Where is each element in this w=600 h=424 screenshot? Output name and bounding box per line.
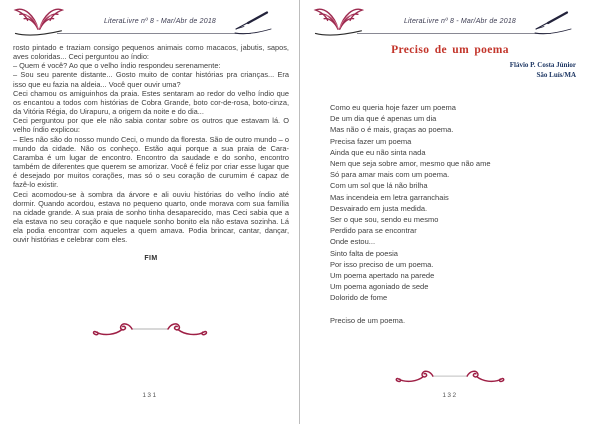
poem-line: Ser o que sou, sendo eu mesmo <box>330 215 439 225</box>
story-paragraph: Ceci acomodou-se à sombra da árvore e ali ouviu histórias do velho índio até dormir. Quando acordou, estava no pequeno quarto, onde morava com sua família na cidade grande. A sua praia de sonho tinha desaparecido, mas Ceci sabia que a ela estava no seu coração e que naquele sonho bonito ela não estava sozinha. Lá ela podia encontrar com aqueles a quem amava. Podia brincar, cantar, dançar, ouvir histórias e celebrar com eles. <box>13 189 289 245</box>
story-paragraph: – Sou seu parente distante... Gosto muito de contar histórias pra crianças... Era isso que eu fazia na aldeia... Você quer ouvir uma? <box>13 70 289 89</box>
flourish-ornament <box>88 320 212 342</box>
poem-line: Desvairado em justa medida. <box>330 203 428 213</box>
poem-body <box>330 102 590 326</box>
poem-line: Sinto falta de poesia <box>330 248 398 258</box>
poem-line: Por isso preciso de um poema. <box>330 259 434 269</box>
poem-closing-line: Preciso de um poema. <box>330 315 406 325</box>
wings-logo-icon <box>12 4 64 42</box>
story-paragraph: Ceci perguntou por que ele não sabia contar sobre os outros que estavam lá. O velho índio explicou: <box>13 116 289 135</box>
poem-author-name: Flávio P. Costa Júnior <box>509 61 576 69</box>
story-paragraph: – Quem é você? Ao que o velho índio respondeu serenamente: <box>13 61 221 71</box>
story-paragraph: rosto pintado e traziam consigo pequenos animais como macacos, jabutis, sapos, aves coloridas... Ceci perguntou ao índio: <box>13 43 289 62</box>
poem-line: Só para amar mais com um poema. <box>330 170 450 180</box>
poem-line: Como eu queria hoje fazer um poema <box>330 103 456 112</box>
poem-line: De um dia que é apenas um dia <box>330 114 437 124</box>
story-paragraph: Ceci chamou os amiguinhos da praia. Estes sentaram ao redor do velho índio que os encantou a todos com histórias de Cobra Grande, boto cor-de-rosa, boto-cinza, da Vitória Régia, do Uirapuru, a origem da noite e do dia... <box>13 88 289 117</box>
story-end-marker: FIM <box>144 255 158 263</box>
poem-line: Precisa fazer um poema <box>330 136 412 146</box>
poem-line: Nem que seja sobre amor, mesmo que não ame <box>330 159 491 169</box>
poem-line: Um poema apertado na parede <box>330 271 435 281</box>
header-rule <box>57 33 251 34</box>
header-rule <box>357 33 551 34</box>
poem-line: Um poema agoniado de sede <box>330 282 429 292</box>
poem-line: Ainda que eu não sinta nada <box>330 147 426 157</box>
quill-pen-icon <box>230 8 276 38</box>
journal-header: LiteraLivre nº 8 - Mar/Abr de 2018 <box>103 18 217 25</box>
page-divider <box>299 0 300 424</box>
story-paragraph: – Eles não são do nosso mundo Ceci, o mundo da floresta. São de outro mundo – o mundo da cidade. Não os conheço. Estão aqui porque a sua praia de Cara-Caramba é um lugar de encontro. Encontro da saudade e do sonho, encontro também de diferentes que querem se amorizar. Você é feliz por criar esse lugar que é desejado por muitos corações, mas só o seu coração de curumim é capaz de fazê-lo existir. <box>13 134 289 190</box>
poem-line: Dolorido de fome <box>330 293 388 303</box>
page-right <box>300 0 600 424</box>
flourish-ornament <box>391 367 509 389</box>
page-number-right: 132 <box>442 392 458 399</box>
poem-line: Mas incendeia em letra garranchais <box>330 192 449 202</box>
poem-line: Perdido para se encontrar <box>330 226 417 236</box>
poem-title: Preciso de um poema <box>391 44 509 56</box>
story-text <box>13 43 289 264</box>
wings-logo-icon <box>312 4 364 42</box>
poem-author-location: São Luís/MA <box>536 70 576 79</box>
page-number-left: 131 <box>142 392 158 399</box>
quill-pen-icon <box>530 8 576 38</box>
poem-line: Mas não o é mais, graças ao poema. <box>330 125 454 135</box>
journal-header: LiteraLivre nº 8 - Mar/Abr de 2018 <box>403 18 517 25</box>
poem-line: Onde estou... <box>330 237 376 247</box>
poem-line: Com um sol que lá não brilha <box>330 181 428 191</box>
poem-author-block <box>510 61 576 80</box>
